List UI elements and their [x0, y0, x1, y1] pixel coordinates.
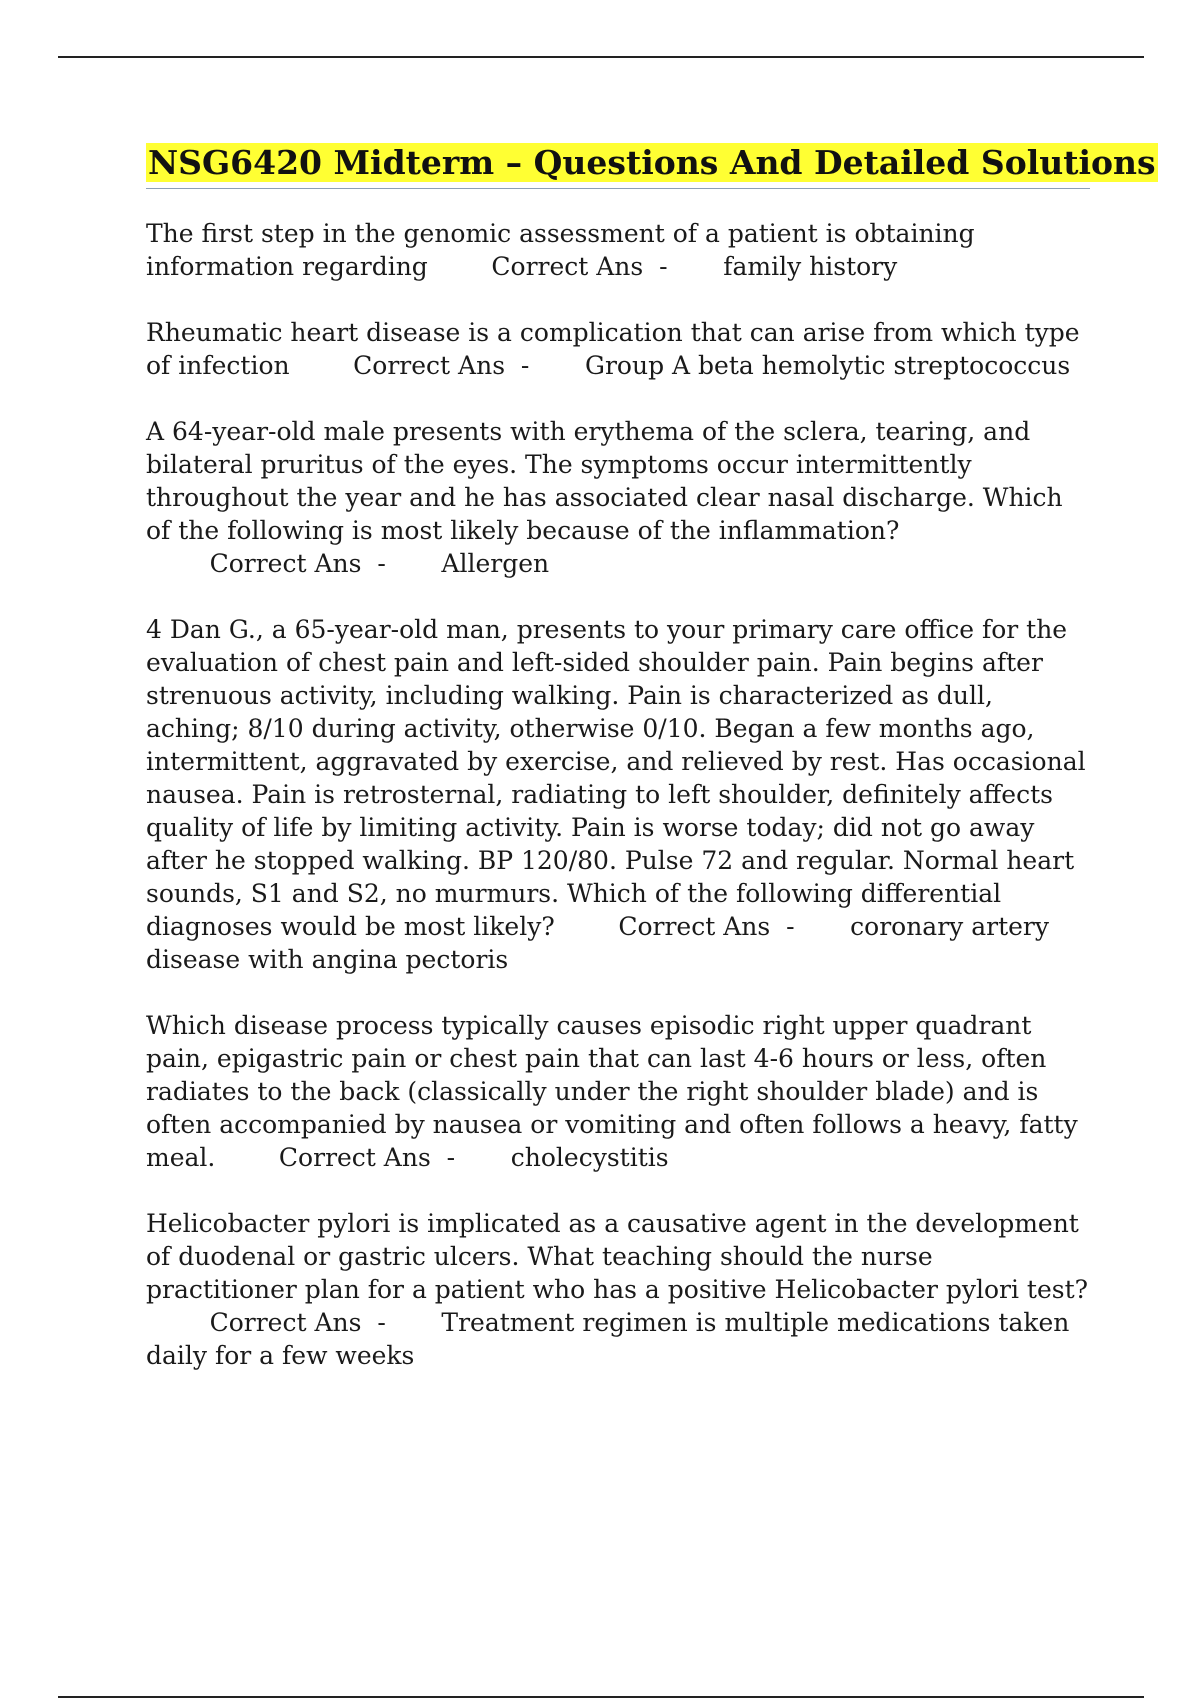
correct-answer-label: Correct Ans -: [289, 351, 585, 380]
qa-item: [146, 1009, 1090, 1174]
qa-item: [146, 1207, 1090, 1372]
answer-text: Treatment regimen is multiple medications taken daily for a few weeks: [146, 1308, 1070, 1370]
question-text: 4 Dan G., a 65-year-old man, presents to your primary care office for the evaluation of chest pain and left-sided shoulder pain. Pain begins after strenuous activity, including walking. Pain is characterized as dull, aching; 8/10 during activity, otherwise 0/10. Began a few months ago, intermittent, aggravated by exercise, and relieved by rest. Has occasional nausea. Pain is retrosternal, radiating to left shoulder, definitely affects quality of life by limiting activity. Pain is worse today; did not go away after he stopped walking. BP 120/80. Pulse 72 and regular. Normal heart sounds, S1 and S2, no murmurs. Which of the following differential diagnoses would be most likely?: [146, 615, 1086, 941]
correct-answer-label: Correct Ans -: [146, 549, 442, 578]
bottom-rule: [58, 1696, 1144, 1698]
answer-text: Allergen: [441, 549, 550, 578]
answer-text: coronary artery disease with angina pectoris: [146, 912, 1050, 974]
answer-text: family history: [723, 252, 898, 281]
qa-item: [146, 415, 1090, 580]
correct-answer-label: Correct Ans -: [215, 1143, 511, 1172]
qa-item: [146, 316, 1090, 382]
qa-item: [146, 217, 1090, 283]
top-rule: [58, 56, 1144, 58]
correct-answer-label: Correct Ans -: [554, 912, 851, 941]
qa-item: [146, 613, 1090, 976]
question-text: Helicobacter pylori is implicated as a causative agent in the development of duodenal or gastric ulcers. What teaching should the nurse practitioner plan for a patient who has a positive Helicobacter pylori test?: [146, 1209, 1089, 1304]
question-text: Rheumatic heart disease is a complication that can arise from which type of infection: [146, 318, 1080, 380]
correct-answer-label: Correct Ans -: [427, 252, 724, 281]
question-text: Which disease process typically causes episodic right upper quadrant pain, epigastric pain or chest pain that can last 4-6 hours or less, often radiates to the back (classically under the right shoulder blade) and is often accompanied by nausea or vomiting and often follows a heavy, fatty meal.: [146, 1011, 1078, 1172]
question-text: The first step in the genomic assessment of a patient is obtaining information regarding: [146, 219, 975, 281]
answer-text: Group A beta hemolytic streptococcus: [585, 351, 1071, 380]
document-body: [146, 140, 1156, 1405]
correct-answer-label: Correct Ans -: [146, 1308, 442, 1337]
answer-text: cholecystitis: [510, 1143, 669, 1172]
title-block: [146, 140, 1156, 189]
question-text: A 64-year-old male presents with erythema of the sclera, tearing, and bilateral pruritus of the eyes. The symptoms occur intermittently throughout the year and he has associated clear nasal discharge. Which of the following is most likely because of the inflammation?: [146, 417, 1063, 545]
document-title: NSG6420 Midterm – Questions And Detailed Solutions: [148, 143, 1156, 182]
